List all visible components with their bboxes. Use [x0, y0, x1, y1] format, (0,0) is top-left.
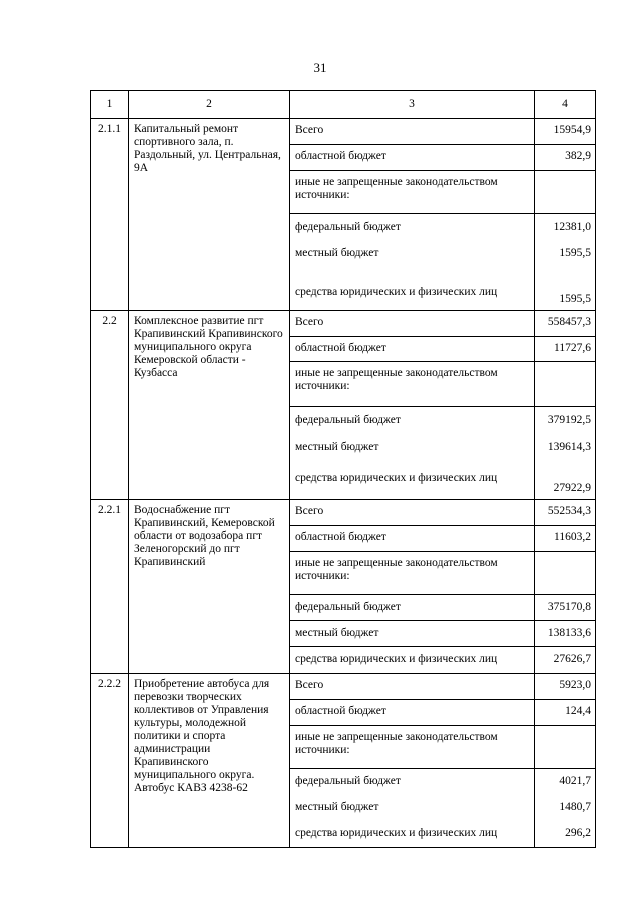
table-row — [91, 674, 596, 848]
source-label: иные не запрещенные законодательством источники: — [295, 176, 498, 201]
value-amount: 1595,5 — [559, 247, 591, 259]
value-amount: 15954,9 — [553, 124, 591, 136]
source-label: средства юридических и физических лиц — [295, 286, 498, 298]
source-label: областной бюджет — [295, 531, 386, 543]
row-number: 2.2.1 — [91, 500, 129, 674]
value-amount: 138133,6 — [547, 627, 591, 639]
row-name: Приобретение автобуса для перевозки творческих коллективов от Управления культуры, молодежной политики и спорта администрации Крапивинского муниципального округа. Автобус КАВЗ 4238-62 — [129, 674, 290, 848]
source-label: федеральный бюджет — [295, 414, 401, 426]
value-amount: 12381,0 — [553, 221, 591, 233]
value-regional — [535, 700, 595, 726]
source-label: средства юридических и физических лиц — [295, 653, 498, 665]
value-local — [535, 795, 595, 821]
funding-values — [535, 119, 596, 311]
value-amount: 379192,5 — [547, 414, 591, 426]
source-other-sources — [290, 362, 534, 407]
funding-sources — [290, 674, 535, 848]
table-row — [91, 500, 596, 674]
row-number: 2.1.1 — [91, 119, 129, 311]
value-amount: 27626,7 — [553, 653, 591, 665]
source-federal — [290, 769, 534, 795]
source-regional — [290, 337, 534, 362]
value-amount: 11727,6 — [554, 342, 591, 354]
source-total — [290, 311, 534, 337]
source-label: Всего — [295, 316, 324, 328]
row-name: Комплексное развитие пгт Крапивинский Крапивинского муниципального округа Кемеровской области - Кузбасса — [129, 311, 290, 500]
source-federal — [290, 595, 534, 621]
header-col-1: 1 — [91, 91, 129, 119]
table-row — [91, 119, 596, 311]
source-regional — [290, 145, 534, 171]
value-other-sources — [535, 362, 595, 407]
value-total — [535, 311, 595, 337]
value-total — [535, 674, 595, 700]
value-amount: 1480,7 — [559, 801, 591, 813]
value-federal — [535, 769, 595, 795]
value-regional — [535, 145, 595, 171]
value-other-sources — [535, 171, 595, 214]
table-row — [91, 311, 596, 500]
value-regional — [535, 337, 595, 362]
value-amount: 552534,3 — [547, 505, 591, 517]
source-label: Всего — [295, 124, 324, 136]
row-name: Водоснабжение пгт Крапивинский, Кемеровской области от водозабора пгт Зеленогорский до пгт Крапивинский — [129, 500, 290, 674]
source-label: местный бюджет — [295, 801, 379, 813]
source-total — [290, 674, 534, 700]
value-amount: 4021,7 — [559, 775, 591, 787]
source-total — [290, 500, 534, 526]
value-other-sources — [535, 552, 595, 595]
source-other-sources — [290, 726, 534, 769]
value-amount: 375170,8 — [547, 601, 591, 613]
source-private — [290, 821, 534, 847]
source-private — [290, 647, 534, 673]
header-col-4: 4 — [535, 91, 596, 119]
source-local — [290, 795, 534, 821]
source-label: федеральный бюджет — [295, 601, 401, 613]
source-label: федеральный бюджет — [295, 775, 401, 787]
source-private — [290, 460, 534, 499]
source-local — [290, 621, 534, 647]
funding-sources — [290, 119, 535, 311]
source-label: областной бюджет — [295, 342, 386, 354]
value-private — [535, 266, 595, 310]
source-label: местный бюджет — [295, 627, 379, 639]
value-amount: 382,9 — [565, 150, 591, 162]
budget-table — [90, 90, 596, 848]
source-private — [290, 266, 534, 310]
value-amount: 558457,3 — [547, 316, 591, 328]
row-name: Капитальный ремонт спортивного зала, п. Раздольный, ул. Центральная, 9А — [129, 119, 290, 311]
source-other-sources — [290, 171, 534, 214]
value-federal — [535, 407, 595, 434]
header-col-2: 2 — [129, 91, 290, 119]
value-amount: 139614,3 — [547, 441, 591, 453]
row-number: 2.2 — [91, 311, 129, 500]
value-local — [535, 434, 595, 460]
source-federal — [290, 407, 534, 434]
source-local — [290, 240, 534, 266]
source-other-sources — [290, 552, 534, 595]
source-label: Всего — [295, 505, 324, 517]
table-header-row — [91, 91, 596, 119]
source-label: иные не запрещенные законодательством источники: — [295, 367, 498, 392]
value-total — [535, 119, 595, 145]
funding-values — [535, 674, 596, 848]
funding-values — [535, 500, 596, 674]
value-other-sources — [535, 726, 595, 769]
source-label: местный бюджет — [295, 247, 379, 259]
source-label: федеральный бюджет — [295, 221, 401, 233]
source-label: областной бюджет — [295, 705, 386, 717]
source-label: областной бюджет — [295, 150, 386, 162]
funding-sources — [290, 311, 535, 500]
source-label: Всего — [295, 679, 324, 691]
value-amount: 1595,5 — [559, 293, 591, 305]
funding-sources — [290, 500, 535, 674]
source-local — [290, 434, 534, 460]
row-number: 2.2.2 — [91, 674, 129, 848]
value-federal — [535, 214, 595, 240]
source-label: иные не запрещенные законодательством источники: — [295, 557, 498, 582]
source-regional — [290, 700, 534, 726]
value-total — [535, 500, 595, 526]
value-amount: 27922,9 — [553, 482, 591, 494]
source-label: иные не запрещенные законодательством источники: — [295, 731, 498, 756]
value-private — [535, 821, 595, 847]
source-regional — [290, 526, 534, 552]
value-local — [535, 240, 595, 266]
source-label: местный бюджет — [295, 441, 379, 453]
value-local — [535, 621, 595, 647]
value-amount: 11603,2 — [554, 531, 591, 543]
value-regional — [535, 526, 595, 552]
value-private — [535, 460, 595, 499]
value-federal — [535, 595, 595, 621]
page-number: 31 — [313, 60, 327, 75]
value-amount: 296,2 — [565, 827, 591, 839]
source-label: средства юридических и физических лиц — [295, 827, 498, 839]
funding-values — [535, 311, 596, 500]
value-amount: 5923,0 — [559, 679, 591, 691]
value-amount: 124,4 — [565, 705, 591, 717]
source-label: средства юридических и физических лиц — [295, 472, 498, 484]
source-total — [290, 119, 534, 145]
header-col-3: 3 — [290, 91, 535, 119]
value-private — [535, 647, 595, 673]
source-federal — [290, 214, 534, 240]
